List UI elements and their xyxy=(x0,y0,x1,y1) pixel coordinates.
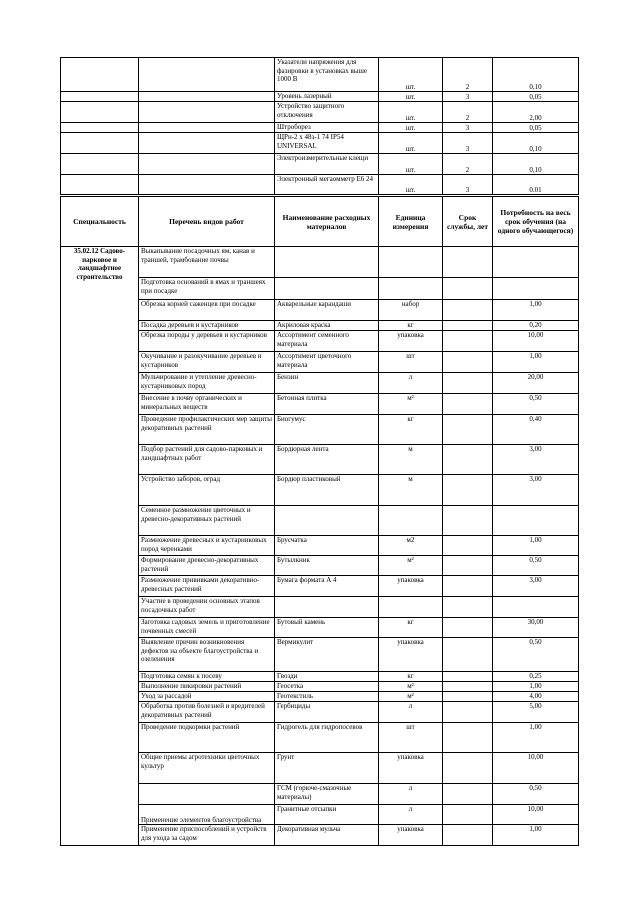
table-row xyxy=(61,247,579,278)
equipment-name: Устройство защитного отключения xyxy=(275,102,379,123)
material-name: Акварельные карандаши xyxy=(275,300,379,321)
table-row xyxy=(61,154,579,175)
need-cell: 1,00 xyxy=(493,536,579,556)
table-row xyxy=(61,753,579,784)
term-cell xyxy=(443,331,493,352)
material-name: Ассортимент цветочного материала xyxy=(275,352,379,373)
need-cell: 3,00 xyxy=(493,445,579,475)
equipment-name: Уровень лазерный xyxy=(275,92,379,102)
header-materials: Наименование расходных материалов xyxy=(275,197,379,247)
specialty-cell xyxy=(61,133,139,154)
specialty-cell xyxy=(61,58,139,92)
header-works: Перечень видов работ xyxy=(139,197,275,247)
materials-table xyxy=(60,246,579,846)
term-cell xyxy=(443,784,493,805)
table-row xyxy=(61,556,579,576)
unit-cell: шт. xyxy=(379,102,443,123)
need-cell: 0,05 xyxy=(493,92,579,102)
unit-cell: м xyxy=(379,445,443,475)
works-cell xyxy=(139,133,275,154)
equipment-name: Указатели напряжения для фазировки в установках выше 1000 В xyxy=(275,58,379,92)
unit-cell: м² xyxy=(379,682,443,692)
table-row xyxy=(61,300,579,321)
material-name: Бутовый камень xyxy=(275,618,379,638)
table-row xyxy=(61,331,579,352)
term-cell xyxy=(443,753,493,784)
term-cell xyxy=(443,475,493,506)
unit-cell: м² xyxy=(379,556,443,576)
specialty-cell xyxy=(61,92,139,102)
work-item: Применение приспособлений и устройств для ухода за садом xyxy=(139,825,275,846)
work-item: Формирование древесно-декоративных растений xyxy=(139,556,275,576)
material-name: Гвозди xyxy=(275,672,379,682)
work-item: Применение элементов благоустройства xyxy=(139,805,275,825)
need-cell xyxy=(493,247,579,278)
table-row xyxy=(61,536,579,556)
work-item: Выполнение пикировки растений xyxy=(139,682,275,692)
unit-cell: шт. xyxy=(379,175,443,195)
unit-cell: л xyxy=(379,784,443,805)
table-row xyxy=(61,394,579,415)
unit-cell: упаковка xyxy=(379,753,443,784)
table-row xyxy=(61,175,579,195)
unit-cell: упаковка xyxy=(379,825,443,846)
table-row xyxy=(61,445,579,475)
need-cell: 4,00 xyxy=(493,692,579,702)
term-cell xyxy=(443,352,493,373)
need-cell: 0,10 xyxy=(493,154,579,175)
need-cell xyxy=(493,278,579,300)
material-name: Бордюр пластиковый xyxy=(275,475,379,506)
specialty-cell: 35.02.12 Садово-парковое и ландшафтное строительство xyxy=(61,247,139,846)
table-row xyxy=(61,638,579,672)
need-cell: 1,00 xyxy=(493,825,579,846)
works-cell xyxy=(139,92,275,102)
table-row xyxy=(61,682,579,692)
work-item: Выявление причин возникновения дефектов на объекте благоустройства и озеленения xyxy=(139,638,275,672)
table-row xyxy=(61,672,579,682)
material-name: Бензин xyxy=(275,373,379,394)
unit-cell: шт. xyxy=(379,133,443,154)
material-name: Вермикулит xyxy=(275,638,379,672)
unit-cell: кг xyxy=(379,321,443,331)
material-name: Грунт xyxy=(275,753,379,784)
work-item: Внесение в почву органических и минеральных веществ xyxy=(139,394,275,415)
need-cell: 0,50 xyxy=(493,394,579,415)
table-row xyxy=(61,784,579,805)
material-name xyxy=(275,506,379,536)
table-row xyxy=(61,102,579,123)
works-cell xyxy=(139,102,275,123)
equipment-table xyxy=(60,57,579,195)
need-cell: 2,00 xyxy=(493,102,579,123)
table-row xyxy=(61,618,579,638)
unit-cell: м² xyxy=(379,394,443,415)
work-item: Обрезка корней саженцев при посадке xyxy=(139,300,275,321)
term-cell xyxy=(443,576,493,597)
term-cell xyxy=(443,321,493,331)
need-cell: 1,00 xyxy=(493,723,579,753)
need-cell: 0,50 xyxy=(493,784,579,805)
work-item: Проведение подкормки растений xyxy=(139,723,275,753)
specialty-cell xyxy=(61,154,139,175)
material-name xyxy=(275,597,379,618)
equipment-name: ЩРн-2 х 48з-1 74 IP54 UNIVERSAL xyxy=(275,133,379,154)
term-cell xyxy=(443,278,493,300)
works-cell xyxy=(139,58,275,92)
unit-cell: м xyxy=(379,475,443,506)
need-cell: 0,40 xyxy=(493,415,579,445)
need-cell: 0,50 xyxy=(493,638,579,672)
unit-cell: кг xyxy=(379,672,443,682)
qty-cell: 2 xyxy=(443,58,493,92)
header-term: Срок службы, лет xyxy=(443,197,493,247)
table-row xyxy=(61,321,579,331)
works-cell xyxy=(139,123,275,133)
work-item xyxy=(139,784,275,805)
qty-cell: 3 xyxy=(443,123,493,133)
equipment-name: Штроборез xyxy=(275,123,379,133)
unit-cell: кг xyxy=(379,618,443,638)
term-cell xyxy=(443,556,493,576)
term-cell xyxy=(443,692,493,702)
work-item: Размножение прививками декоративно- древесных растений xyxy=(139,576,275,597)
unit-cell: кг xyxy=(379,415,443,445)
term-cell xyxy=(443,394,493,415)
table-row xyxy=(61,702,579,723)
specialty-cell xyxy=(61,123,139,133)
qty-cell: 2 xyxy=(443,154,493,175)
material-name: Бумага формата А 4 xyxy=(275,576,379,597)
material-name: Бутылкник xyxy=(275,556,379,576)
term-cell xyxy=(443,373,493,394)
unit-cell: м² xyxy=(379,692,443,702)
specialty-cell xyxy=(61,102,139,123)
work-item: Проведение профилактических мер защиты декоративных растений xyxy=(139,415,275,445)
term-cell xyxy=(443,597,493,618)
work-item: Обработка против болезней и вредителей декоративных растений xyxy=(139,702,275,723)
materials-header-table xyxy=(60,196,579,247)
work-item: Участие в проведении основных этапов посадочных работ xyxy=(139,597,275,618)
works-cell xyxy=(139,175,275,195)
material-name: Гранитные отсыпки xyxy=(275,805,379,825)
need-cell: 0,05 xyxy=(493,123,579,133)
specialty-cell xyxy=(61,175,139,195)
material-name: Ассортимент семенного материала xyxy=(275,331,379,352)
table-row xyxy=(61,805,579,825)
table-row xyxy=(61,597,579,618)
term-cell xyxy=(443,506,493,536)
material-name: Декоративная мульча xyxy=(275,825,379,846)
work-item: Мульчирование и утепление древесно-кустарниковых пород xyxy=(139,373,275,394)
equipment-name: Электроизмерительные клещи xyxy=(275,154,379,175)
need-cell: 10,00 xyxy=(493,331,579,352)
table-row xyxy=(61,723,579,753)
unit-cell xyxy=(379,506,443,536)
qty-cell: 2 xyxy=(443,102,493,123)
unit-cell: упаковка xyxy=(379,638,443,672)
unit-cell: шт xyxy=(379,352,443,373)
need-cell: 3,00 xyxy=(493,576,579,597)
unit-cell: шт. xyxy=(379,154,443,175)
unit-cell: упаковка xyxy=(379,576,443,597)
header-specialty: Специальность xyxy=(61,197,139,247)
work-item: Подбор растений для садово-парковых и ландшафтных работ xyxy=(139,445,275,475)
table-row xyxy=(61,133,579,154)
term-cell xyxy=(443,536,493,556)
unit-cell xyxy=(379,278,443,300)
works-cell xyxy=(139,154,275,175)
work-item: Заготовка садовых земель и приготовление почвенных смесей xyxy=(139,618,275,638)
material-name: Биогумус xyxy=(275,415,379,445)
qty-cell: 3 xyxy=(443,175,493,195)
material-name: Брусчатка xyxy=(275,536,379,556)
material-name: Геотекстиль xyxy=(275,692,379,702)
need-cell: 1,00 xyxy=(493,300,579,321)
work-item: Подготовка оснований в ямах и траншеях при посадке xyxy=(139,278,275,300)
material-name: Акриловая краска xyxy=(275,321,379,331)
table-row xyxy=(61,123,579,133)
material-name: Геосетка xyxy=(275,682,379,692)
work-item: Семенное размножение цветочных и древесно-декоративных растений xyxy=(139,506,275,536)
table-row xyxy=(61,506,579,536)
need-cell: 0.01 xyxy=(493,175,579,195)
unit-cell: шт. xyxy=(379,58,443,92)
unit-cell: л xyxy=(379,373,443,394)
work-item: Подготовка семян к посеву xyxy=(139,672,275,682)
need-cell: 0,50 xyxy=(493,556,579,576)
need-cell: 0,10 xyxy=(493,133,579,154)
work-item: Размножение древесных и кустарниковых пород черенками xyxy=(139,536,275,556)
table-row xyxy=(61,692,579,702)
term-cell xyxy=(443,825,493,846)
unit-cell: шт. xyxy=(379,123,443,133)
term-cell xyxy=(443,638,493,672)
table-row xyxy=(61,352,579,373)
material-name: Бетонная плитка xyxy=(275,394,379,415)
unit-cell xyxy=(379,247,443,278)
unit-cell: л xyxy=(379,702,443,723)
qty-cell: 3 xyxy=(443,133,493,154)
table-row xyxy=(61,415,579,445)
table-row xyxy=(61,278,579,300)
need-cell: 1,00 xyxy=(493,682,579,692)
material-name xyxy=(275,247,379,278)
material-name: ГСМ (горюче-смазочные материалы) xyxy=(275,784,379,805)
need-cell: 0,20 xyxy=(493,321,579,331)
unit-cell xyxy=(379,597,443,618)
need-cell: 0,10 xyxy=(493,58,579,92)
work-item: Выкапывание посадочных ям, канав и траншей, трамбование почвы xyxy=(139,247,275,278)
unit-cell: л xyxy=(379,805,443,825)
unit-cell: упаковка xyxy=(379,331,443,352)
material-name: Бордюрная лента xyxy=(275,445,379,475)
work-item: Общие приемы агротехники цветочных культур xyxy=(139,753,275,784)
need-cell: 0,25 xyxy=(493,672,579,682)
term-cell xyxy=(443,618,493,638)
unit-cell: шт. xyxy=(379,92,443,102)
work-item: Окучивание и разокучивание деревьев и кустарников xyxy=(139,352,275,373)
need-cell: 10,00 xyxy=(493,753,579,784)
term-cell xyxy=(443,247,493,278)
table-row xyxy=(61,825,579,846)
table-row xyxy=(61,92,579,102)
material-name: Гидрогель для гидропосевов xyxy=(275,723,379,753)
need-cell: 30,00 xyxy=(493,618,579,638)
header-need: Потребность на весь срок обучения (на одного обучающегося) xyxy=(493,197,579,247)
unit-cell: шт xyxy=(379,723,443,753)
term-cell xyxy=(443,300,493,321)
material-name xyxy=(275,278,379,300)
unit-cell: набор xyxy=(379,300,443,321)
term-cell xyxy=(443,415,493,445)
material-name: Гербициды xyxy=(275,702,379,723)
term-cell xyxy=(443,805,493,825)
need-cell xyxy=(493,506,579,536)
term-cell xyxy=(443,682,493,692)
work-item: Обрезка породы у деревьев и кустарников xyxy=(139,331,275,352)
table-row xyxy=(61,373,579,394)
work-item: Устройство заборов, оград xyxy=(139,475,275,506)
term-cell xyxy=(443,672,493,682)
work-item: Посадка деревьев и кустарников xyxy=(139,321,275,331)
term-cell xyxy=(443,702,493,723)
table-row xyxy=(61,576,579,597)
term-cell xyxy=(443,445,493,475)
unit-cell: м2 xyxy=(379,536,443,556)
need-cell: 3,00 xyxy=(493,475,579,506)
term-cell xyxy=(443,723,493,753)
need-cell: 5,00 xyxy=(493,702,579,723)
table-row xyxy=(61,475,579,506)
need-cell: 20,00 xyxy=(493,373,579,394)
need-cell: 10,00 xyxy=(493,805,579,825)
qty-cell: 3 xyxy=(443,92,493,102)
equipment-name: Электронный мегаомметр Е6 24 xyxy=(275,175,379,195)
header-unit: Единица измерения xyxy=(379,197,443,247)
table-row xyxy=(61,58,579,92)
need-cell: 1,00 xyxy=(493,352,579,373)
need-cell xyxy=(493,597,579,618)
work-item: Уход за рассадой xyxy=(139,692,275,702)
